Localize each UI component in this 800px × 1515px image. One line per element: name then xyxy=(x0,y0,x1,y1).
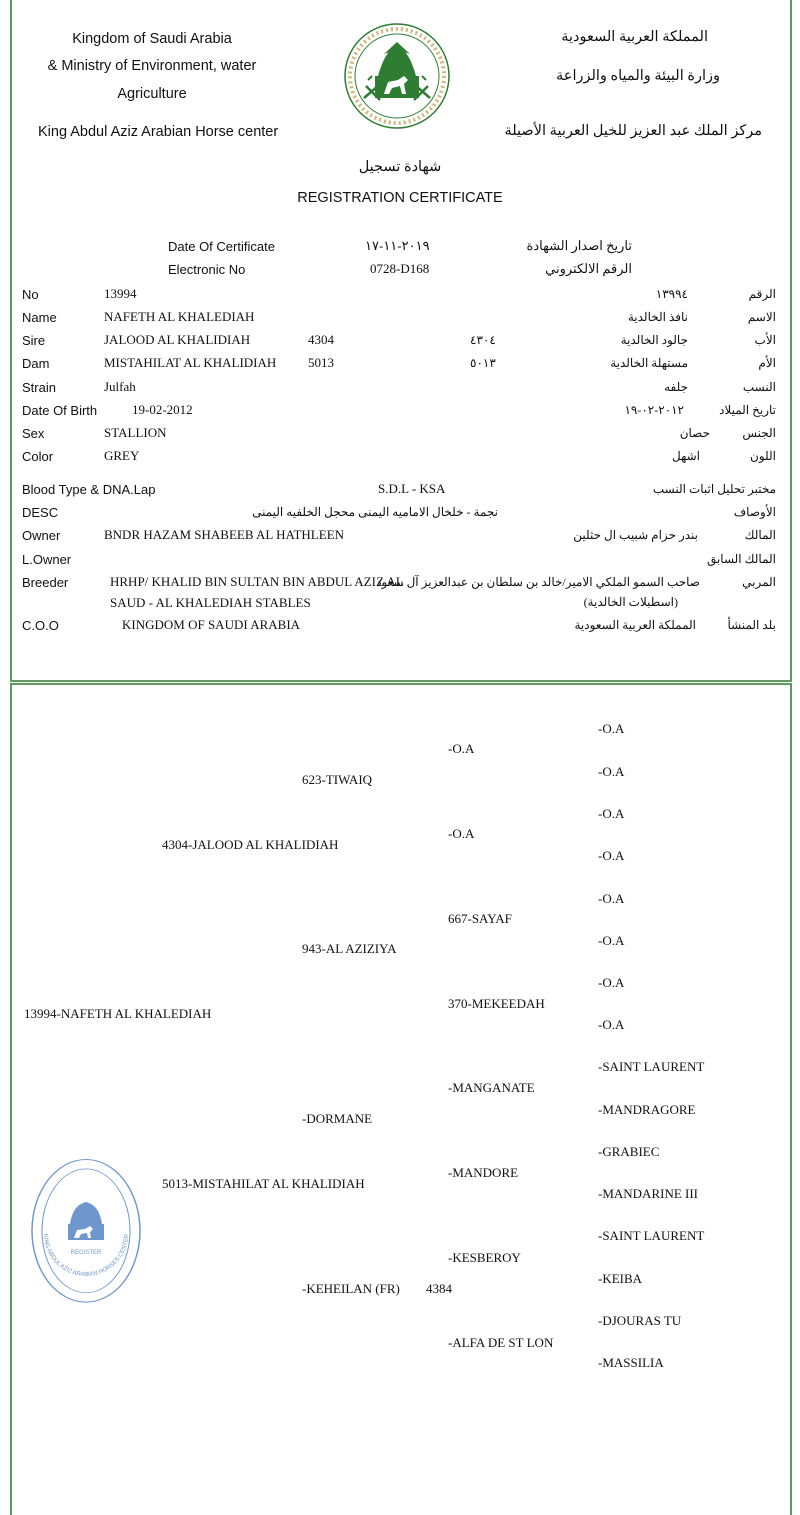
blood-type-value: S.D.L - KSA xyxy=(378,481,446,496)
pedigree-dam: 5013-MISTAHILAT AL KHALIDIAH xyxy=(162,1176,365,1191)
sire-label-ar: الأب xyxy=(754,333,776,347)
strain-label-ar: النسب xyxy=(742,380,776,394)
owner-value: BNDR HAZAM SHABEEB AL HATHLEEN xyxy=(104,527,345,542)
pedigree-gen4: -O.A xyxy=(598,848,625,863)
pedigree-gen4: -O.A xyxy=(598,975,625,990)
pedigree-gen3: 370-MEKEEDAH xyxy=(448,996,545,1011)
header-left-line3: Agriculture xyxy=(117,86,187,102)
pedigree-gen4: -MANDRAGORE xyxy=(598,1102,696,1117)
registry-seal-stamp xyxy=(30,1130,142,1332)
sire-label: Sire xyxy=(22,333,46,348)
pedigree-gen4: -DJOURAS TU xyxy=(598,1313,682,1328)
name-value-ar: نافذ الخالدية xyxy=(627,310,688,324)
pedigree-gen2: 623-TIWAIQ xyxy=(302,772,373,787)
coo-value-ar: المملكة العربية السعودية xyxy=(574,618,696,632)
name-label: Name xyxy=(22,310,57,325)
breeder-label-ar: المربي xyxy=(742,575,776,589)
header-right-line2: وزارة البيئة والمياه والزراعة xyxy=(556,68,720,84)
dam-label-ar: الأم xyxy=(758,356,776,370)
dam-label: Dam xyxy=(22,356,50,371)
pedigree-gen4: -O.A xyxy=(598,933,625,948)
sire-value-ar: جالود الخالدية xyxy=(620,333,688,347)
l-owner-label-ar: المالك السابق xyxy=(706,552,776,566)
dam-value: MISTAHILAT AL KHALIDIAH xyxy=(104,355,277,370)
no-label-ar: الرقم xyxy=(748,287,776,301)
header-left-line1: Kingdom of Saudi Arabia xyxy=(72,31,232,47)
electronic-no-label-ar: الرقم الالكتروني xyxy=(545,261,632,276)
pedigree-gen3: -O.A xyxy=(448,826,475,841)
sire-reg-no: 4304 xyxy=(308,332,334,347)
l-owner-label: L.Owner xyxy=(22,552,72,567)
pedigree-gen3: -MANDORE xyxy=(448,1165,519,1180)
no-value-ar: ١٣٩٩٤ xyxy=(655,287,688,301)
pedigree-gen4: -O.A xyxy=(598,891,625,906)
date-of-certificate-value: ٢٠١٩-١١-١٧ xyxy=(365,238,430,253)
pedigree-gen3: -O.A xyxy=(448,741,475,756)
title-english: REGISTRATION CERTIFICATE xyxy=(297,190,503,206)
dam-value-ar: مستهلة الخالدية xyxy=(610,356,688,370)
sex-label-ar: الجنس xyxy=(742,426,776,440)
breeder-value-ar-line2: (اسطبلات الخالدية) xyxy=(583,595,678,609)
sire-value: JALOOD AL KHALIDIAH xyxy=(104,332,251,347)
desc-value-ar: نجمة - خلخال الاماميه اليمنى محجل الخلفيه اليمنى xyxy=(252,505,498,519)
header-right-line3: مركز الملك عبد العزيز للخيل العربية الأصيلة xyxy=(504,123,762,139)
pedigree-subject: 13994-NAFETH AL KHALEDIAH xyxy=(24,1006,212,1021)
dam-reg-no: 5013 xyxy=(308,355,334,370)
color-value-ar: اشهل xyxy=(671,449,700,463)
pedigree-gen4: -KEIBA xyxy=(598,1271,643,1286)
pedigree-gen4: -O.A xyxy=(598,764,625,779)
pedigree-frame xyxy=(10,683,792,1515)
pedigree-gen4: -O.A xyxy=(598,806,625,821)
blood-type-label-ar: مختبر تحليل اثبات النسب xyxy=(652,482,776,496)
sex-value: STALLION xyxy=(104,425,167,440)
pedigree-gen3: -KESBEROY xyxy=(448,1250,521,1265)
owner-label-ar: المالك xyxy=(744,528,776,542)
title-arabic: شهادة تسجيل xyxy=(358,159,442,175)
pedigree-gen4: -SAINT LAURENT xyxy=(598,1059,705,1074)
pedigree-gen3: 667-SAYAF xyxy=(448,911,512,926)
pedigree-sire: 4304-JALOOD AL KHALIDIAH xyxy=(162,837,339,852)
sex-value-ar: حصان xyxy=(679,426,710,440)
coo-label-ar: بلد المنشأ xyxy=(727,618,776,632)
breeder-value-ar-line1: صاحب السمو الملكي الامير/خالد بن سلطان بن عبدالعزيز آل سعود xyxy=(376,575,700,589)
no-label: No xyxy=(22,287,39,302)
electronic-no-label: Electronic No xyxy=(168,262,246,277)
breeder-value-line2: SAUD - AL KHALEDIAH STABLES xyxy=(110,595,311,610)
coo-label: C.O.O xyxy=(22,618,59,633)
pedigree-gen2: 943-AL AZIZIYA xyxy=(302,941,397,956)
desc-label-ar: الأوصاف xyxy=(733,505,776,519)
seal-register-text: REGISTER xyxy=(70,1250,102,1256)
pedigree-gen4: -MASSILIA xyxy=(598,1355,664,1370)
pedigree-gen4: -SAINT LAURENT xyxy=(598,1228,705,1243)
pedigree-gen2-extra: 4384 xyxy=(426,1281,452,1296)
date-of-birth-value-ar: ٢٠١٢-٠٢-١٩ xyxy=(624,403,684,417)
desc-label: DESC xyxy=(22,505,59,520)
pedigree-gen2: -DORMANE xyxy=(302,1111,373,1126)
name-label-ar: الاسم xyxy=(747,310,776,324)
blood-type-label: Blood Type & DNA.Lap xyxy=(22,482,156,497)
date-of-birth-label: Date Of Birth xyxy=(22,403,98,418)
owner-value-ar: بندر حزام شبيب ال حثلين xyxy=(573,528,698,542)
strain-value: Julfah xyxy=(104,379,136,394)
breeder-value-line1: HRHP/ KHALID BIN SULTAN BIN ABDUL AZIZ AL xyxy=(110,574,404,589)
date-of-birth-label-ar: تاريخ الميلاد xyxy=(719,403,776,417)
color-value: GREY xyxy=(104,448,140,463)
color-label: Color xyxy=(22,449,54,464)
sire-reg-no-ar: ٤٣٠٤ xyxy=(470,333,496,347)
pedigree-gen3: -MANGANATE xyxy=(448,1080,535,1095)
header-left-line2: & Ministry of Environment, water xyxy=(47,58,257,74)
sex-label: Sex xyxy=(22,426,45,441)
dam-reg-no-ar: ٥٠١٣ xyxy=(470,356,496,370)
date-of-certificate-label-ar: تاريخ اصدار الشهادة xyxy=(526,238,632,253)
seal-english-text: KING ABDUL AZIZ ARABIAN HORSES CENTER xyxy=(41,1233,131,1279)
date-of-birth-value: 19-02-2012 xyxy=(132,402,193,417)
pedigree-gen4: -O.A xyxy=(598,1017,625,1032)
header-left-line4: King Abdul Aziz Arabian Horse center xyxy=(38,124,279,140)
breeder-label: Breeder xyxy=(22,575,69,590)
name-value: NAFETH AL KHALEDIAH xyxy=(104,309,255,324)
electronic-no-value: 0728-D168 xyxy=(370,261,430,276)
ministry-logo-icon xyxy=(342,20,452,132)
pedigree-gen4: -O.A xyxy=(598,721,625,736)
owner-label: Owner xyxy=(22,528,61,543)
strain-value-ar: جلفه xyxy=(664,380,688,394)
coo-value: KINGDOM OF SAUDI ARABIA xyxy=(122,617,301,632)
color-label-ar: اللون xyxy=(750,449,776,463)
header-right-line1: المملكة العربية السعودية xyxy=(561,29,708,45)
pedigree-gen4: -GRABIEC xyxy=(598,1144,660,1159)
no-value: 13994 xyxy=(104,286,137,301)
date-of-certificate-label: Date Of Certificate xyxy=(168,239,275,254)
pedigree-gen3: -ALFA DE ST LON xyxy=(448,1335,554,1350)
strain-label: Strain xyxy=(22,380,56,395)
pedigree-gen4: -MANDARINE III xyxy=(598,1186,699,1201)
pedigree-gen2: -KEHEILAN (FR) xyxy=(302,1281,400,1296)
